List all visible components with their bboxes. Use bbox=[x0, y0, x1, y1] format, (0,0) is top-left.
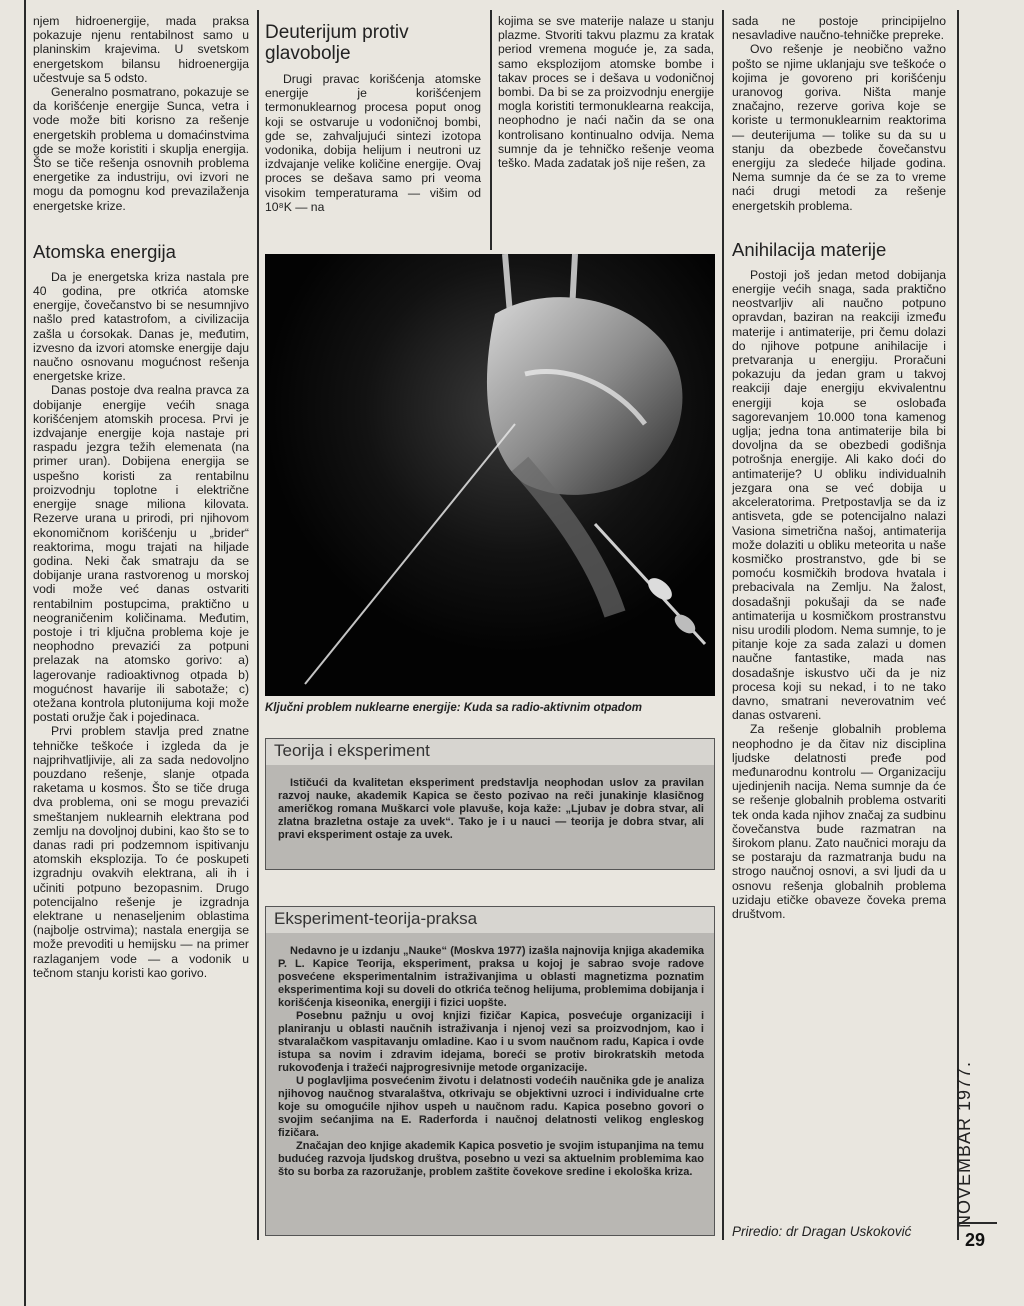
paragraph: kojima se sve materije nalaze u stanju plazme. Stvoriti takvu plazmu za kratak period vremena moguće je, za sada, samo eksplozijom atomske bombe i takav proces se i dešava u vodoničnoj bombi. Da bi se za proizvodnju energije mogla koristiti termonuklearna reakcija, neophodno je naći način da se ona kontrolisano kontinualno odvija. Nema sumnje da je tehničko rešenje veoma teško. Mada zadatak još nije rešen, za bbox=[498, 14, 714, 171]
box-paragraph: Posebnu pažnju u ovoj knjizi fizičar Kapica, posvećuje organizaciji i planiranju u oblasti naučnih istraživanja i njenoj vezi sa proizvodnjom, kao i stvaralačkom vaspitavanju omladine. Kao i u svom naučnom radu, Kapica i ovde istupa sa novim i zdravim idejama, boreći se protiv birokratskih metoda rukovođenja i tražeći najprogresivnije metode organizacije. bbox=[278, 1010, 704, 1074]
paragraph: Generalno posmatrano, pokazuje se da korišćenje energije Sunca, vetra i vode može biti korisno za rešenje energetskih problema u domaćinstvima gde se može koristiti i skuplja energija. Što se tiče rešenja osnovnih problema energetike za industriju, ovi izvori ne mogu da pomognu kod prevazilaženja energetske krize. bbox=[33, 85, 249, 213]
column-rule bbox=[722, 10, 724, 1240]
author-credit: Priredio: dr Dragan Uskoković bbox=[732, 1224, 912, 1239]
section-heading-anihilacija: Anihilacija materije bbox=[732, 238, 887, 260]
column-rule bbox=[24, 0, 26, 1306]
column-2 bbox=[265, 12, 481, 214]
column-3 bbox=[498, 14, 714, 170]
paragraph: sada ne postoje principijelno nesavladive naučno-tehničke prepreke. bbox=[732, 14, 946, 43]
box-paragraph: Značajan deo knjige akademik Kapica posvetio je svojim istupanjima na temu budućeg razvoja ljudskog društva, posebno u vezi sa aktuelnim problemima kao što su borba za razoružanje, problem zaštite čovekove sredine i ekološka kriza. bbox=[278, 1140, 704, 1178]
photo-illustration bbox=[265, 254, 715, 696]
photo-radioactive-waste bbox=[265, 254, 715, 696]
info-box-teorija bbox=[265, 738, 715, 870]
box-paragraph: Ističući da kvalitetan eksperiment predstavlja neophodan uslov za pravilan razvoj nauke, akademik Kapica se često pozivao na reči junakinje klasičnog američkog romana Muškarci vole plavuše, koja kaže: „Ljubav je dobra stvar, ali zlatna brazletna ostaje za uvek“. Tako je i u nauci — teorija je dobra stvar, ali pravi eksperiment ostaje za uvek. bbox=[278, 777, 704, 841]
paragraph: Postoji još jedan metod dobijanja energije većih snaga, sada praktično neostvarljiv ali naučno potpuno opravdan, baziran na reakciji između materije i antimaterije, pri čemu dolazi do njihove potpune anihilacije i pretvaranja u energiju. Proračuni pokazuju da jedan gram u takvoj reakciji daje energiju ekvivalentnu energiji koja se oslobađa sagorevanjem 10.000 tona kamenog uglja; jedna tona antimaterije bila bi dovoljna da se obezbedi godišnja potrošnja energije. Ali kako doći do antimaterije? U obliku individualnih jezgara ona se već dobija u akceleratorima. Pretpostavlja se da iz antisveta, gde se potencijalno nalazi Vasiona simetrična našoj, antimaterija može dolaziti u obliku meteorita u naše kosmičko prostranstvo, gde bi se pomoću kosmičkih brodova hvatala i prebacivala na Zemlju. Na žalost, dosadašnji pokušaji da se nađe antimaterija u kosmičkom prostranstvu nisu urodili plodom. Nema sumnje, to je pitanje koje za sada zalazi u domen naučne fantastike, mada nas dosadašnje iskustvo uči da je niz procesa koji su nekad, i to ne tako davno, smatrani neverovatnim već danas ostvareni. bbox=[732, 267, 946, 723]
column-1 bbox=[33, 14, 249, 980]
issue-date: NOVEMBAR 1977. bbox=[954, 1060, 974, 1228]
photo-caption: Ključni problem nuklearne energije: Kuda sa radio-aktivnim otpadom bbox=[265, 702, 643, 714]
paragraph: Drugi pravac korišćenja atomske energije je korišćenjem termonuklearnog procesa poput onog koji se ostvaruje u vodoničnoj bombi, gde se, zahvaljujući sintezi izotopa vodonika, dobija helijum i neutroni uz izdvajanje velike količine energije. Ovaj proces se dešava samo pri veoma visokim temperaturama — višim od 10⁸K — na bbox=[265, 72, 481, 214]
box-title: Teorija i eksperiment bbox=[266, 739, 714, 765]
page-number: 29 bbox=[965, 1230, 986, 1250]
section-heading-atomska-energija: Atomska energija bbox=[33, 240, 176, 262]
paragraph: njem hidroenergije, mada praksa pokazuje njenu rentabilnost samo u planinskim krajevima. U svetskom energetskom bilansu hidroenergija učestvuje sa 5 odsto. bbox=[33, 14, 249, 85]
box-paragraph: U poglavljima posvećenim životu i delatnosti vodećih naučnika gde je analiza njihovog naučnog stvaralaštva, otkrivaju se objektivni uzroci i individualne crte koje su omogućile njihov uspeh u naučnom radu. Kapica posebno govori o svojim sećanjima na E. Raderforda i naučnoj delatnosti velikog engleskog fizičara. bbox=[278, 1075, 704, 1139]
column-4 bbox=[732, 14, 946, 921]
paragraph: Za rešenje globalnih problema neophodno je da čitav niz disciplina ljudske delatnosti pređe pod međunarodnu kontrolu — Organizaciju ujedinjenih nacija. Nema sumnje da će se rešenje globalnih problema ostvariti tek onda kada njihov značaj za sudbinu čovečanstva bude razmatran na širokom planu. Zato naučnici moraju da se postaraju da razmatranja budu na strogo naučnoj osnovi, a svi ljudi da u osnovu rešenja globalnih problema uzidaju etičke obaveze čoveka prema društvom. bbox=[732, 722, 946, 921]
section-heading-deuterijum: Deuterijum protiv glavobolje bbox=[265, 22, 409, 64]
box-paragraph: Nedavno je u izdanju „Nauke“ (Moskva 1977) izašla najnovija knjiga akademika P. L. Kapice Teorija, eksperiment, praksa u kojoj je sabrao svoje radove posvećene eksperimentalnim istraživanjima u oblasti magnetizma poznatim eksperimentima koji su doveli do otkrića tečnog helijuma, problemima dobijanja i korišćenja kiseonika, energiji i fizici uopšte. bbox=[278, 945, 704, 1009]
paragraph: Ovo rešenje je neobično važno pošto se njime uklanjaju sve teškoće o kojima je govoreno pri korišćenju uranovog goriva. Ništa manje značajno, rezerve goriva koje se koriste u termonuklearnim reaktorima — deuterijuma — tolike su da su u stanju da obezbede čovečanstvu energiju za sledeće hiljade godina. Nema sumnje da će se za to vreme naći drugi metodi za rešenje energetskih problema. bbox=[732, 42, 946, 213]
column-rule bbox=[257, 10, 259, 1240]
column-rule bbox=[490, 10, 492, 250]
paragraph: Da je energetska kriza nastala pre 40 godina, pre otkrića atomske energije, čovečanstvo bi se nesumnjivo našlo pred katastrofom, a civilizacija zašla u ćorsokak. Danas je, međutim, izvesno da izvori atomske energije daju naučno osnovanu mogućnost rešenja energetske krize. bbox=[33, 269, 249, 384]
column-rule bbox=[957, 10, 959, 1240]
paragraph: Prvi problem stavlja pred znatne tehničke teškoće i izgleda da je najprihvatljivije, ali za sada nedovoljno pouzdano rešenje, slanje otpada raketama u kosmos. Što se tiče druga dva problema, oni se mogu prevazići smeštanjem nuklearnih elektrana pod zemlju na dovoljnoj dubini, kao što se to danas radi pri podzemnom ispitivanju atomskih eksplozija. To će poskupeti izgradnju ovakvih elektrana, ali ih i učiniti potpuno bezopasnim. Drugo potencijalno rešenje je izgradnja elektrane u nenaseljenim oblastima (najbolje ostrvima); nastala energija se može prevoditi u hemijsku — na primer razlaganjem vode — a vodonik u tečnom stanju koristi kao gorivo. bbox=[33, 724, 249, 980]
info-box-eksperiment bbox=[265, 906, 715, 1236]
box-title: Eksperiment-teorija-praksa bbox=[266, 907, 714, 933]
paragraph: Danas postoje dva realna pravca za dobijanje energije većih snaga korišćenjem atomskih procesa. Prvi je izdvajanje energije koja nastaje pri raspadu jezgra težih elemenata (na primer uran). Dobijena energija se uspešno koristi za rentabilnu proizvodnju toplotne i električne energije snage miliona kilovata. Rezerve urana u prirodi, pri njihovom ekonomičnom korišćenju u „brider“ reaktorima, mogu trajati na hiljade godina. Neki čak smatraju da se dobijanje urana rastvorenog u morskoj vodi može već danas ostvariti rentabilnim postupcima, praktično u neograničenim količinama. Međutim, postoje i tri ključna problema koje je neophodno prevazići za potpuni prelazak na atomsko gorivo: a) lagerovanje radioaktivnog otpada b) mogućnost havarije ili sabotaže; c) otežana kontrola plutonijuma koji može postati oružje čak i pojedinaca. bbox=[33, 383, 249, 725]
